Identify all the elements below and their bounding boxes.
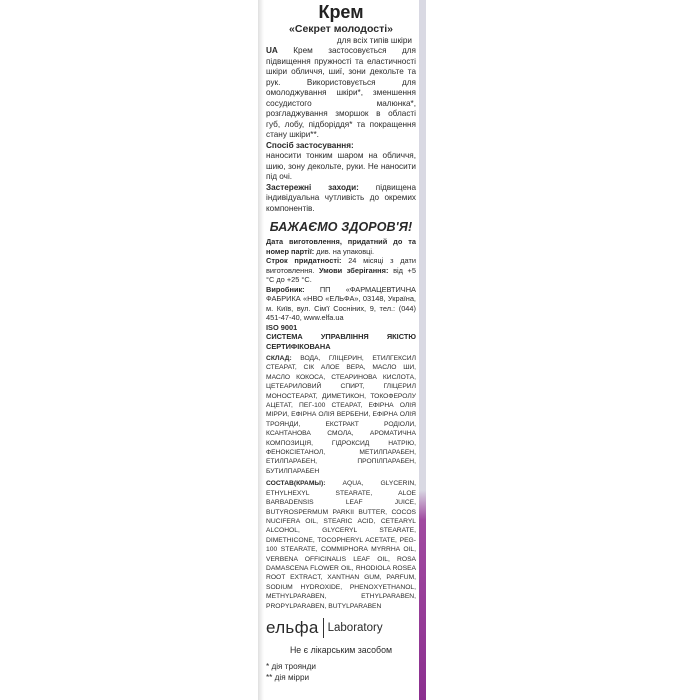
footnote-rose: * дія троянди: [266, 661, 316, 671]
composition-en-title: СОСТАВ(КРАМЫ):: [266, 480, 326, 488]
shelf-title: Строк придатності:: [266, 256, 342, 265]
product-label: [258, 0, 426, 700]
composition-ua-title: СКЛАД:: [266, 355, 292, 362]
box-edge-shadow: [258, 0, 264, 700]
brand-laboratory: Laboratory: [327, 621, 383, 634]
caution-text: підвищена індивідуальна чутливість до окремих компонентів.: [266, 182, 416, 213]
date-paragraph: [266, 237, 416, 256]
method-title: Спосіб застосування:: [266, 140, 354, 150]
caution-title: Застережні заходи:: [266, 182, 359, 192]
skin-types: для всіх типів шкіри: [336, 36, 412, 45]
caution-paragraph: [266, 183, 416, 215]
maker-title: Виробник:: [266, 284, 305, 294]
brand-logo: [266, 617, 416, 639]
storage-title: Умови зберігання:: [318, 265, 389, 275]
maker-text: ПП «ФАРМАЦЕВТИЧНА ФАБРИКА «НВО «ЕЛЬФА», 03148, Україна, м. Київ, вул. Сім'ї Сосніних, 9, тел.: (044) 451-47-40, www.elfa.ua: [266, 284, 416, 322]
label-content: [266, 2, 416, 683]
footnote-myrrh: ** дія мірри: [266, 672, 310, 682]
maker-paragraph: [266, 285, 416, 323]
shelf-text: 24 місяці з дати виготовлення.: [266, 256, 416, 275]
brand-name: ельфа: [266, 617, 319, 637]
date-title: Дата виготовлення, придатний до та номер партії:: [266, 237, 416, 256]
composition-en-text: AQUA, GLYCERIN, ETHYLHEXYL STEARATE, ALOE BARBADENSIS LEAF JUICE, BUTYROSPERMUM PARKII BUTTER, COCOS NUCIFERA OIL, STEARIC ACID, CETEARYL ALCOHOL, GLYCERYL STEARATE, DIMETHICONE, TOCOPHERYL ACETATE, PEG-100 STEARATE, COMMIPHORA MYRRHA OIL, VERBENA OFFICINALIS LEAF OIL, ROSA DAMASCENA FLOWER OIL, RHODIOLA ROSEA ROOT EXTRACT, XANTHAN GUM, PARFUM, SODIUM HYDROXIDE, PHENOXYETHANOL, METHYLPARABEN, ETHYLPARABEN, PROPYLPARABEN, BUTYLPARABEN: [266, 480, 417, 610]
not-medicine-note: Не є лікарським засобом: [289, 644, 393, 655]
composition-ua-text: ВОДА, ГЛІЦЕРИН, ЕТИЛГЕКСИЛ СТЕАРАТ, СІК АЛОЕ ВЕРА, МАСЛО ШИ, МАСЛО КОКОСА, СТЕАРИНОВА КИСЛОТА, ЦЕТЕАРИЛОВИЙ СПИРТ, ГЛІЦЕРИЛ МОНОСТЕАРАТ, ДИМЕТИКОН, ТОКОФЕРОЛУ АЦЕТАТ, ПЕГ-100 СТЕАРАТ, ЕФІРНА ОЛІЯ МІРРИ, ЕФІРНА ОЛІЯ ВЕРБЕНИ, ЕФІРНА ОЛІЯ ТРОЯНДИ, ЕКСТРАКТ РОДІОЛИ, КСАНТАНОВА СМОЛА, АРОМАТИЧНА КОМПОЗИЦІЯ, ГІДРОКСИД НАТРІЮ, ФЕНОКСІЕТАНОЛ, МЕТИЛПАРАБЕН, ЕТИЛПАРАБЕН, ПРОПІЛПАРАБЕН, БУТИЛПАРАБЕН: [266, 355, 416, 475]
method-text: наносити тонким шаром на обличчя, шию, зону декольте, руки. Не наносити під очі.: [266, 151, 416, 181]
composition-ua: [266, 354, 416, 476]
intro-text: Крем застосовується для підвищення пружності та еластичності шкіри обличчя, шиї, зони декольте та рук. Використовується для омолоджування шкіри*, зменшення сосудистого малюнка*, розгладжування зморшок в області губ, лобу, підборіддя* та покращення стану шкіри**.: [266, 46, 416, 139]
intro-paragraph: [266, 46, 416, 141]
iso-text: СИСТЕМА УПРАВЛІННЯ ЯКІСТЮ СЕРТИФІКОВАНА: [266, 332, 416, 351]
brand-divider: [323, 618, 324, 638]
side-color-stripe: [419, 0, 426, 700]
storage-text: від +5 °С до +25 °С.: [266, 265, 416, 284]
shelf-paragraph: [266, 256, 416, 285]
ua-tag: UA: [266, 46, 278, 55]
iso-label: ISO 9001: [266, 322, 298, 332]
product-title: Крем: [318, 2, 364, 22]
greeting: БАЖАЄМО ЗДОРОВ'Я!: [269, 220, 413, 234]
date-text: див. на упаковці.: [316, 246, 375, 256]
product-subtitle: «Секрет молодості»: [289, 23, 393, 35]
composition-en: [266, 479, 416, 611]
